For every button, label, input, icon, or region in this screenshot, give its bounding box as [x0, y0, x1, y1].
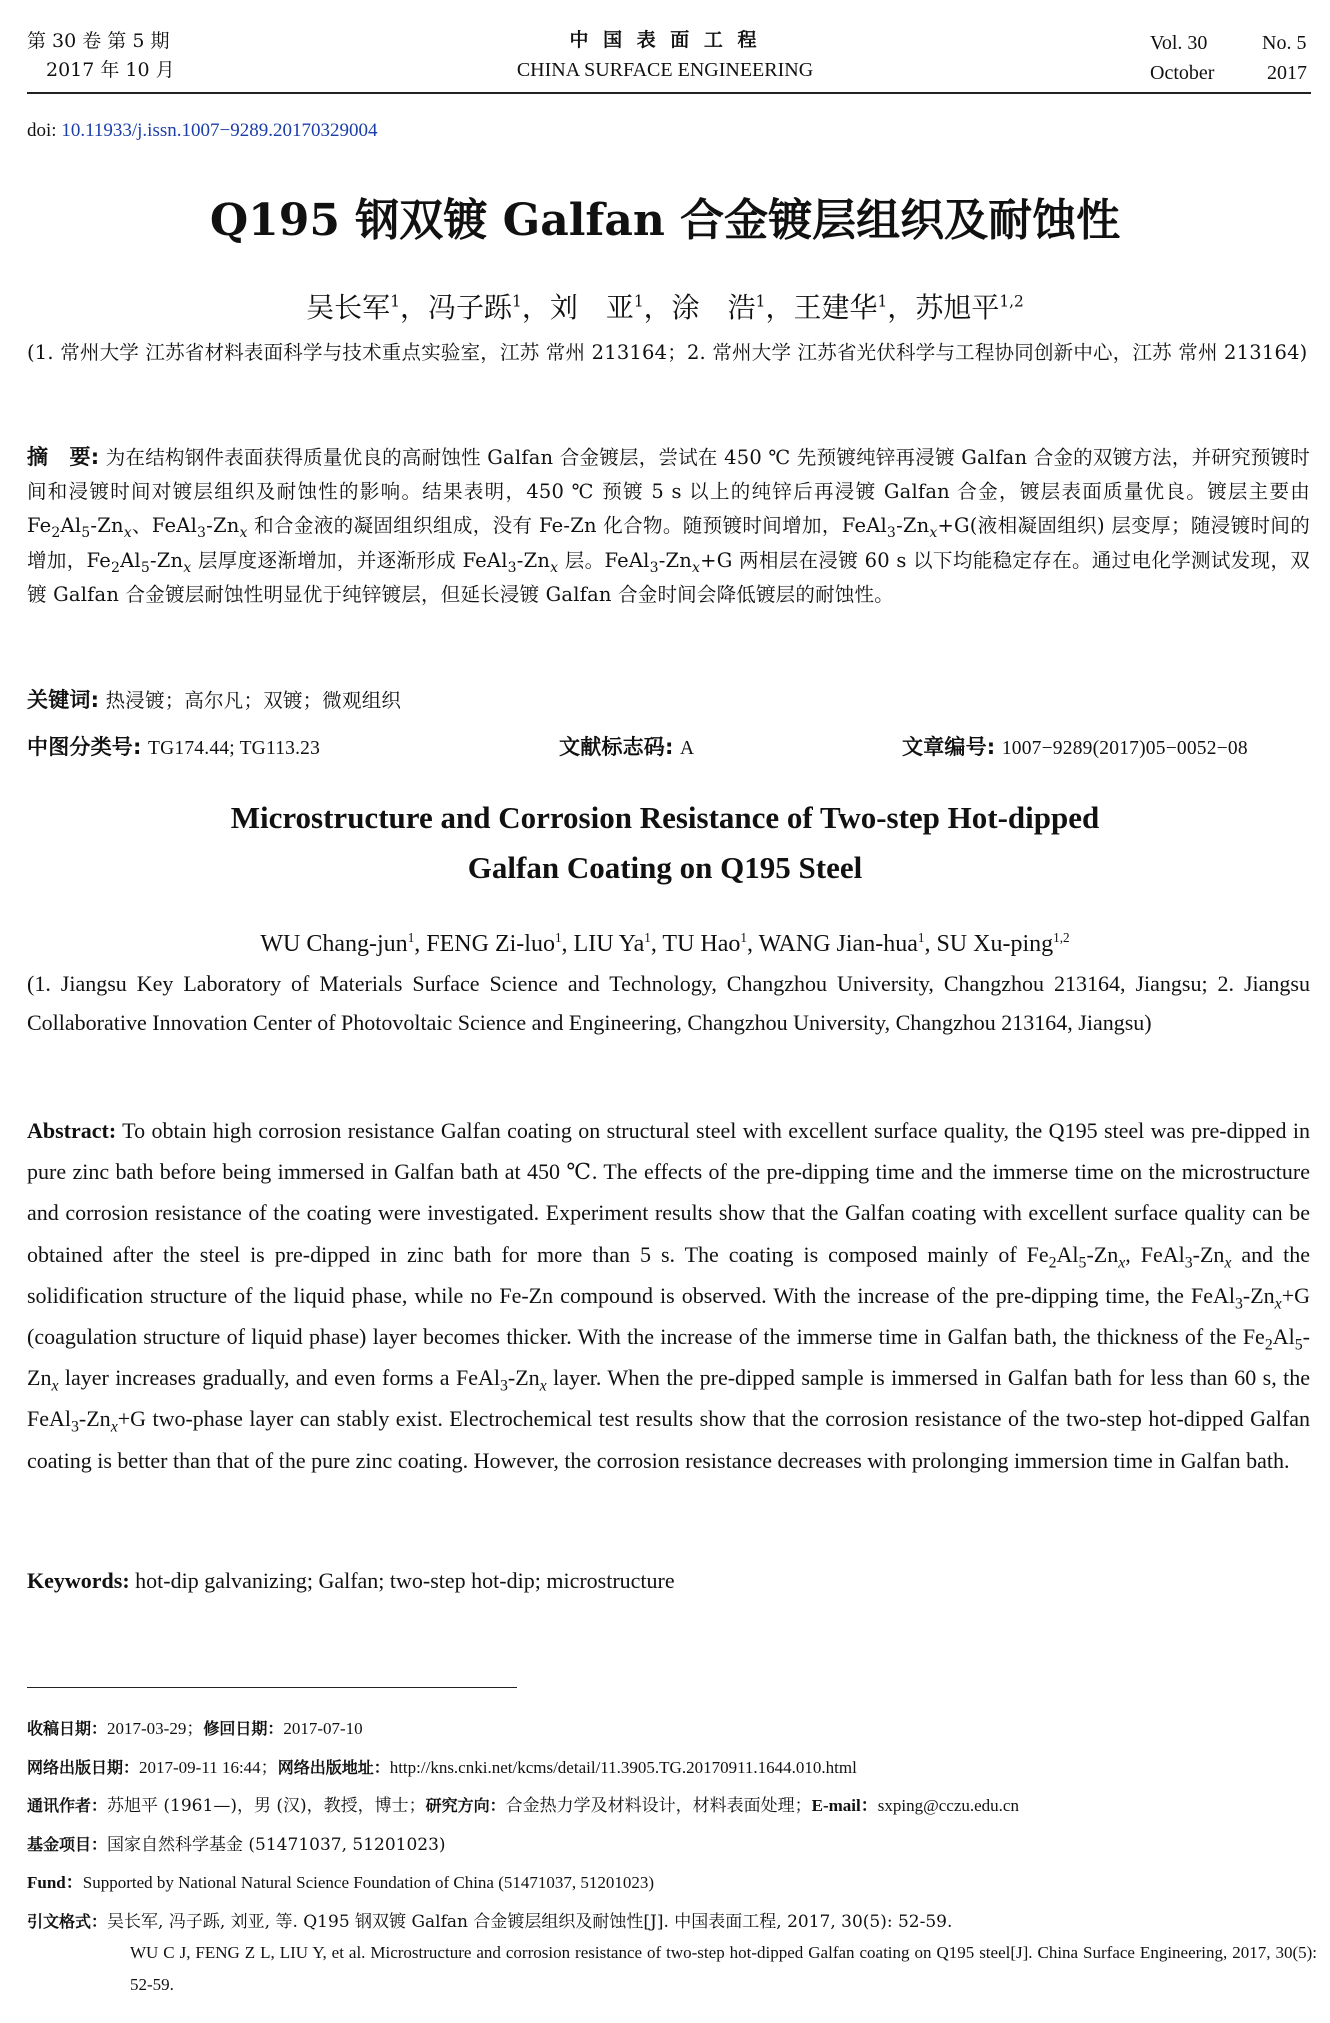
received-label: 收稿日期：	[27, 1719, 108, 1738]
month-en: October	[1150, 62, 1215, 84]
author-name: 冯子跞	[428, 291, 513, 325]
journal-name-en: CHINA SURFACE ENGINEERING	[516, 59, 814, 81]
subscript: 2	[1048, 1254, 1057, 1271]
authors-list-cn	[306, 291, 1024, 324]
subscript: 3	[886, 525, 897, 542]
revised-label: 修回日期：	[203, 1719, 284, 1738]
subscript: x	[539, 1377, 547, 1395]
subscript: x	[1274, 1295, 1282, 1313]
author-separator: ，	[887, 291, 916, 325]
author-name: 王建华	[793, 291, 878, 325]
author-name: TU Hao	[662, 931, 741, 957]
subscript: x	[1118, 1254, 1126, 1271]
text-run: -Zn	[206, 514, 240, 538]
text-run: Al	[1056, 1241, 1079, 1267]
subscript: x	[929, 525, 938, 542]
text-run: -Zn	[658, 548, 693, 572]
subscript: 5	[81, 525, 91, 542]
text-run: Al	[120, 548, 141, 572]
number-en: No. 5	[1262, 32, 1307, 54]
subscript: 3	[1234, 1295, 1243, 1313]
authors-en	[0, 922, 1330, 960]
subscript: 3	[507, 559, 517, 576]
authors-list-en	[260, 931, 1069, 957]
abstract-label-cn: 摘 要:	[27, 445, 100, 469]
subscript: 3	[1184, 1254, 1193, 1271]
text-run: -Zn	[507, 1365, 540, 1391]
subscript: 3	[499, 1377, 508, 1395]
text-run: 层。FeAl	[558, 548, 650, 572]
text-run: 为在结构钢件表面获得质量优良的高耐蚀性 Galfan 合金镀层，尝试在 450 ℃ 先预镀纯锌再浸镀 Galfan 合金的双镀方法，并研究预镀时间和浸镀时间对镀层组织及耐蚀性的影响。结果表明，450 ℃ 预镀 5 s 以上的纯锌后再浸镀 Galfan 合金，镀层表面质量优良。镀层主要由 Fe	[27, 446, 1311, 538]
subscript: 2	[1264, 1336, 1273, 1354]
author-affiliation-marker: 1	[512, 293, 522, 311]
email-link[interactable]: sxping@cczu.edu.cn	[877, 1796, 1019, 1815]
subscript: x	[110, 1418, 118, 1436]
author-name: SU Xu-ping	[936, 931, 1054, 957]
text-run: +G 两相层在浸镀 60 s 以下均能稳定存在。通过电化学测试发现，双镀 Galfan 合金镀层耐蚀性明显优于纯锌镀层，但延长浸镀 Galfan 合金时间会降低镀层的耐蚀性。	[27, 548, 1311, 606]
text-run: 和合金液的凝固组织组成，没有 Fe-Zn 化合物。随预镀时间增加，FeAl	[247, 514, 887, 538]
footnote-citation-cn	[27, 1903, 1317, 1942]
subscript: 3	[649, 559, 659, 576]
document-code	[559, 730, 694, 766]
doc-code-label: 文献标志码:	[559, 735, 674, 759]
text-run: -Zn	[896, 514, 930, 538]
text-run: To obtain high corrosion resistance Galfan coating on structural steel with excellent surface quality, the Q195 steel was pre-dipped in pure zinc bath before being immersed in Galfan bath at 450 ℃. The effects of the pre-dipping time and the immerse time on the microstructure and corrosion resistance of the coating were investigated. Experiment results show that the Galfan coating with excellent surface quality can be obtained after the steel is pre-dipped in zinc bath for more than 5 s. The coating is composed mainly of Fe	[27, 1118, 1310, 1267]
abstract-label-en: Abstract:	[27, 1118, 117, 1143]
keywords-text-en: hot-dip galvanizing; Galfan; two-step hot-dip; microstructure	[129, 1568, 675, 1593]
corr-author: 苏旭平 (1961—)，男 (汉)，教授，博士；	[107, 1796, 426, 1816]
online-date: 2017-09-11 16:44；	[139, 1757, 278, 1777]
volume-issue-cn: 第 30 卷 第 5 期	[27, 30, 170, 52]
keywords-en	[27, 1560, 675, 1601]
fund-en-label: Fund：	[27, 1873, 83, 1892]
keywords-cn	[27, 683, 401, 718]
research-text: 合金热力学及材料设计，材料表面处理；	[505, 1796, 812, 1816]
text-run: layer increases gradually, and even forms a FeAl	[58, 1365, 500, 1391]
author-affiliation-marker: 1	[740, 930, 747, 945]
footnote-divider	[27, 1687, 517, 1688]
author-separator: ,	[746, 931, 759, 957]
subscript: 2	[51, 525, 61, 542]
keywords-text-cn: 热浸镀；高尔凡；双镀；微观组织	[105, 689, 402, 712]
received-date: 2017-03-29；	[107, 1719, 204, 1738]
article-no-value: 1007−9289(2017)05−0052−08	[1001, 738, 1248, 759]
corr-label: 通讯作者：	[27, 1796, 108, 1815]
fund-cn-text: 国家自然科学基金 (51471037, 51201023)	[107, 1834, 446, 1855]
text-run: +G two-phase layer can stably exist. Electrochemical test results show that the corrosion resistance of the two-step hot-dipped Galfan coating is better than that of the pure zinc coating. However, the corrosion resistance decreases with prolonging immersion time in Galfan bath.	[27, 1406, 1310, 1473]
subscript: 3	[197, 525, 207, 542]
cite-cn-text: 吴长军, 冯子跞, 刘亚, 等. Q195 钢双镀 Galfan 合金镀层组织及耐蚀性[J]. 中国表面工程, 2017, 30(5): 52-59.	[107, 1911, 953, 1932]
author-separator: ,	[924, 931, 937, 957]
research-label: 研究方向：	[425, 1796, 506, 1815]
date-cn: 2017 年 10 月	[46, 59, 175, 81]
abstract-en	[27, 1110, 1310, 1481]
author-separator: ,	[561, 931, 574, 957]
author-separator: ，	[399, 291, 428, 325]
author-affiliation-marker: 1	[390, 293, 400, 311]
year-en: 2017	[1267, 62, 1307, 84]
author-separator: ,	[414, 931, 427, 957]
keywords-label-cn: 关键词:	[27, 688, 100, 712]
revised-date: 2017-07-10	[283, 1719, 363, 1738]
text-run: -Zn	[90, 514, 124, 538]
author-name: 吴长军	[306, 291, 391, 325]
subscript: 5	[140, 559, 150, 576]
article-number	[902, 730, 1248, 766]
author-affiliation-marker: 1	[407, 930, 415, 945]
email-label: E-mail：	[811, 1796, 878, 1815]
text-run: -Zn	[1086, 1241, 1119, 1267]
author-name: FENG Zi-luo	[426, 931, 555, 957]
text-run: -Zn	[516, 548, 551, 572]
author-affiliation-marker: 1	[877, 293, 888, 311]
footnote-fund-en	[27, 1864, 1317, 1903]
author-name: LIU Ya	[573, 931, 645, 957]
footnote-corresponding	[27, 1787, 1317, 1826]
author-affiliation-marker: 1	[633, 293, 644, 311]
subscript: x	[550, 559, 559, 576]
clc-value: TG174.44; TG113.23	[148, 738, 321, 759]
subscript: 5	[1078, 1254, 1087, 1271]
text-run: and the solidification structure of the liquid phase, while no Fe-Zn compound is observed. With the increase of the pre-dipping time, the FeAl	[27, 1241, 1311, 1308]
clc-label: 中图分类号:	[27, 735, 142, 759]
title-en	[0, 793, 1330, 893]
text-run: +G (coagulation structure of liquid phase) layer becomes thicker. With the increase of the immerse time in Galfan bath, the thickness of the Fe	[27, 1282, 1310, 1350]
author-affiliation-marker: 1	[644, 930, 651, 945]
text-run: +G(液相凝固组织) 层变厚；随浸镀时间的增加，Fe	[27, 514, 1311, 572]
text-run: -Zn	[1242, 1282, 1275, 1308]
text-run: layer. When the pre-dipped sample is immersed in Galfan bath for less than 60 s, the FeAl	[27, 1365, 1310, 1432]
author-affiliation-marker: 1,2	[999, 293, 1024, 311]
subscript: 3	[71, 1418, 79, 1436]
cite-label: 引文格式：	[27, 1911, 108, 1931]
footnote-fund-cn	[27, 1826, 1317, 1865]
clc-number	[27, 730, 320, 766]
title-cn: Q195 钢双镀 Galfan 合金镀层组织及耐蚀性	[209, 195, 1121, 246]
author-separator: ，	[765, 291, 794, 325]
text-run: Al	[1272, 1324, 1295, 1350]
text-run: -Zn	[78, 1406, 111, 1432]
doc-code-value: A	[680, 738, 695, 759]
text-run: 、FeAl	[131, 514, 198, 538]
affiliation-cn: (1. 常州大学 江苏省材料表面科学与技术重点实验室，江苏 常州 213164；2. 常州大学 江苏省光伏科学与工程协同创新中心，江苏 常州 213164)	[27, 341, 1308, 364]
author-separator: ，	[643, 291, 672, 325]
footnote-online	[27, 1749, 1317, 1788]
author-name: WANG Jian-hua	[758, 931, 918, 957]
author-affiliation-marker: 1	[755, 293, 766, 311]
text-run: -Zn	[27, 1324, 1310, 1391]
fund-en-text: Supported by National Natural Science Foundation of China (51471037, 51201023)	[82, 1873, 655, 1892]
fund-cn-label: 基金项目：	[27, 1834, 108, 1854]
online-url-link[interactable]: http://kns.cnki.net/kcms/detail/11.3905.TG.20170911.1644.010.html	[389, 1757, 857, 1777]
online-url-label: 网络出版地址：	[277, 1757, 390, 1777]
subscript: x	[1224, 1254, 1232, 1271]
online-date-label: 网络出版日期：	[27, 1757, 140, 1777]
doi-link[interactable]: 10.11933/j.issn.1007−9289.20170329004	[61, 120, 378, 141]
author-name: 涂 浩	[671, 291, 756, 325]
subscript: 5	[1294, 1336, 1303, 1354]
subscript: x	[239, 525, 248, 542]
title-en-line-1: Microstructure and Corrosion Resistance of Two-step Hot-dipped	[230, 800, 1100, 835]
text-run: -Zn	[1192, 1241, 1225, 1267]
header-divider	[27, 92, 1311, 94]
text-run: 层厚度逐渐增加，并逐渐形成 FeAl	[191, 548, 508, 572]
journal-name-cn: 中 国 表 面 工 程	[569, 29, 761, 51]
abstract-text-en	[27, 1118, 1310, 1473]
text-run: Al	[60, 514, 82, 538]
keywords-label-en: Keywords:	[27, 1568, 130, 1593]
author-name: 苏旭平	[915, 291, 1000, 325]
text-run: , FeAl	[1125, 1241, 1185, 1267]
footnotes	[27, 1710, 1317, 2001]
author-affiliation-marker: 1	[917, 930, 925, 945]
abstract-text-cn	[27, 446, 1310, 606]
author-name: WU Chang-jun	[260, 931, 408, 957]
volume-en: Vol. 30	[1150, 32, 1208, 54]
doi-line	[27, 120, 377, 142]
author-separator: ，	[521, 291, 550, 325]
affiliation-en: (1. Jiangsu Key Laboratory of Materials Surface Science and Technology, Changzhou University, Changzhou 213164, Jiangsu; 2. Jiangsu Collaborative Innovation Center of Photovoltaic Science and Engineering, Changzhou University, Changzhou 213164, Jiangsu)	[27, 971, 1310, 1035]
article-no-label: 文章编号:	[902, 735, 996, 759]
text-run: -Zn	[149, 548, 184, 572]
author-affiliation-marker: 1,2	[1053, 930, 1070, 945]
authors-cn	[0, 284, 1330, 326]
subscript: x	[123, 525, 132, 542]
subscript: x	[692, 559, 701, 576]
cite-en-text: WU C J, FENG Z L, LIU Y, et al. Microstructure and corrosion resistance of two-step hot-dipped Galfan coating on Q195 steel[J]. China Surface Engineering, 2017, 30(5): 52-59.	[130, 1943, 1317, 1994]
author-separator: ,	[650, 931, 663, 957]
subscript: x	[51, 1377, 59, 1395]
subscript: 2	[110, 559, 121, 576]
title-en-line-2: Galfan Coating on Q195 Steel	[467, 850, 863, 885]
footnote-dates	[27, 1710, 1317, 1749]
abstract-cn	[27, 440, 1310, 612]
author-affiliation-marker: 1	[554, 930, 562, 945]
doi-label: doi:	[27, 120, 57, 141]
subscript: x	[183, 559, 192, 576]
author-name: 刘 亚	[549, 291, 634, 325]
